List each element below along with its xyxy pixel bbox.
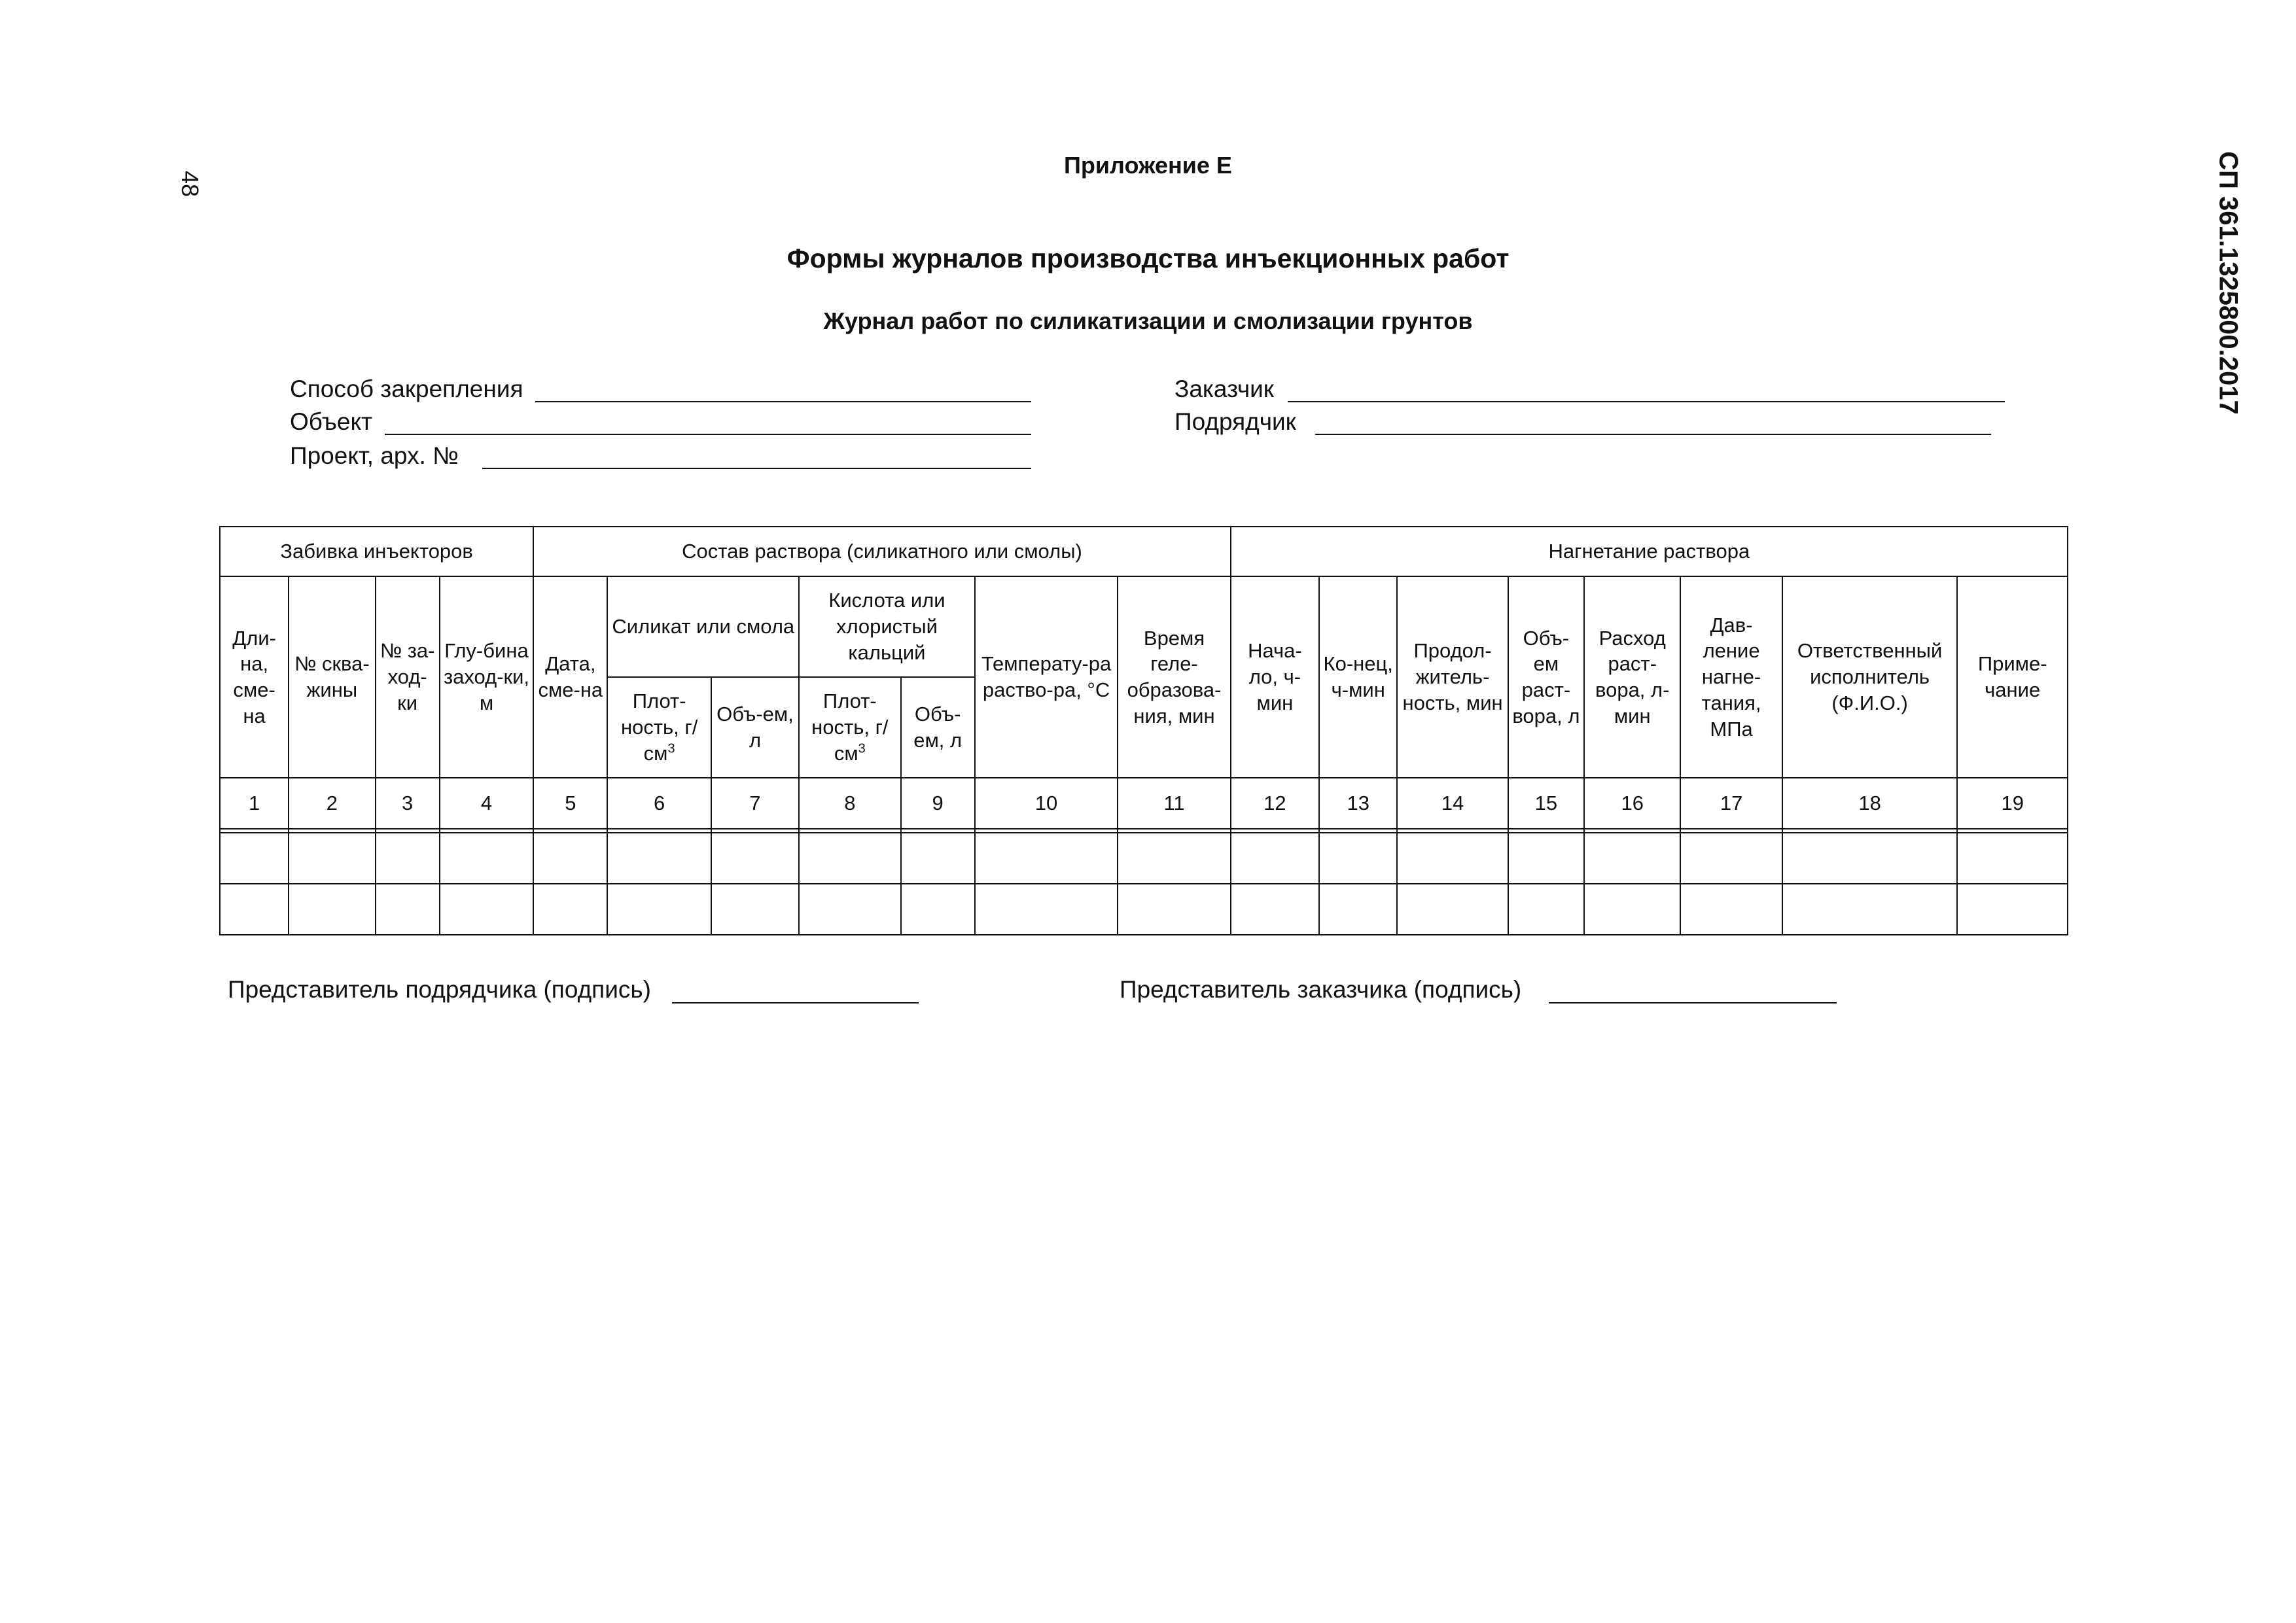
column-number: 3 [376,778,440,829]
customer-signature-line [1549,1002,1837,1003]
table-row [220,884,2068,935]
column-number: 2 [289,778,375,829]
header-stage-number: № за-ход-ки [376,576,440,778]
column-number: 18 [1782,778,1958,829]
header-silicate-volume: Объ-ем, л [711,677,799,778]
header-duration: Продол-житель-ность, мин [1397,576,1508,778]
header-silicate-resin: Силикат или смола [607,576,799,677]
table-row [220,833,2068,884]
contractor-signature-line [672,1002,919,1003]
header-silicate-density: Плот-ность, $г/см^3$ [607,677,711,778]
header-acid-volume: Объ-ем, л [901,677,975,778]
group-solution-injection: Нагнетание раствора [1231,527,2068,576]
header-injection-pressure: Дав-ление нагне-тания, МПа [1680,576,1782,778]
column-number: 4 [440,778,533,829]
method-label: Способ закрепления [290,375,523,402]
object-label: Объект [290,408,372,435]
document-code: СП 361.1325800.2017 [2214,151,2243,415]
header-temperature: Температу-ра раство-ра, °С [975,576,1118,778]
column-number: 8 [799,778,900,829]
header-end: Ко-нец, ч-мин [1319,576,1397,778]
project-label: Проект, арх. № [290,442,459,469]
group-injector-driving: Забивка инъекторов [220,527,533,576]
journal-subtitle: Журнал работ по силикатизации и смолизации грунтов [823,307,1473,334]
page-title: Формы журналов производства инъекционных работ [786,243,1510,273]
group-solution-composition: Состав раствора (силикатного или смолы) [533,527,1231,576]
journal-table [219,526,2068,935]
header-length-shift: Дли-на, сме-на [220,576,289,778]
header-well-number: № сква-жины [289,576,375,778]
object-line [385,434,1031,435]
contractor-signature-label: Представитель подрядчика (подпись) [228,976,651,1003]
header-acid-calcium: Кислота или хлористый кальций [799,576,975,677]
column-number: 17 [1680,778,1782,829]
column-number: 6 [607,778,711,829]
page-number: 48 [177,170,203,198]
customer-line [1288,401,2005,402]
column-number: 14 [1397,778,1508,829]
column-number-row [220,778,2068,829]
column-number: 7 [711,778,799,829]
appendix-heading: Приложение Е [1064,152,1232,179]
column-number: 12 [1231,778,1319,829]
column-number: 15 [1508,778,1584,829]
column-number: 10 [975,778,1118,829]
project-line [482,468,1031,469]
column-number: 19 [1957,778,2068,829]
column-number: 5 [533,778,607,829]
contractor-line [1315,434,1991,435]
column-number: 1 [220,778,289,829]
header-responsible: Ответственный исполнитель (Ф.И.О.) [1782,576,1958,778]
header-start: Нача-ло, ч-мин [1231,576,1319,778]
header-acid-density: Плот-ность, $г/см^3$ [799,677,900,778]
header-stage-depth: Глу-бина заход-ки, м [440,576,533,778]
header-solution-volume: Объ-ем раст-вора, л [1508,576,1584,778]
customer-signature-label: Представитель заказчика (подпись) [1120,976,1522,1003]
column-number: 16 [1584,778,1680,829]
header-note: Приме-чание [1957,576,2068,778]
header-gel-time: Время геле-образова-ния, мин [1118,576,1230,778]
method-line [535,401,1031,402]
column-number: 9 [901,778,975,829]
column-number: 11 [1118,778,1230,829]
header-date-shift: Дата, сме-на [533,576,607,778]
column-number: 13 [1319,778,1397,829]
contractor-label: Подрядчик [1174,408,1296,435]
customer-label: Заказчик [1174,375,1274,402]
header-solution-flow: Расход раст-вора, л-мин [1584,576,1680,778]
